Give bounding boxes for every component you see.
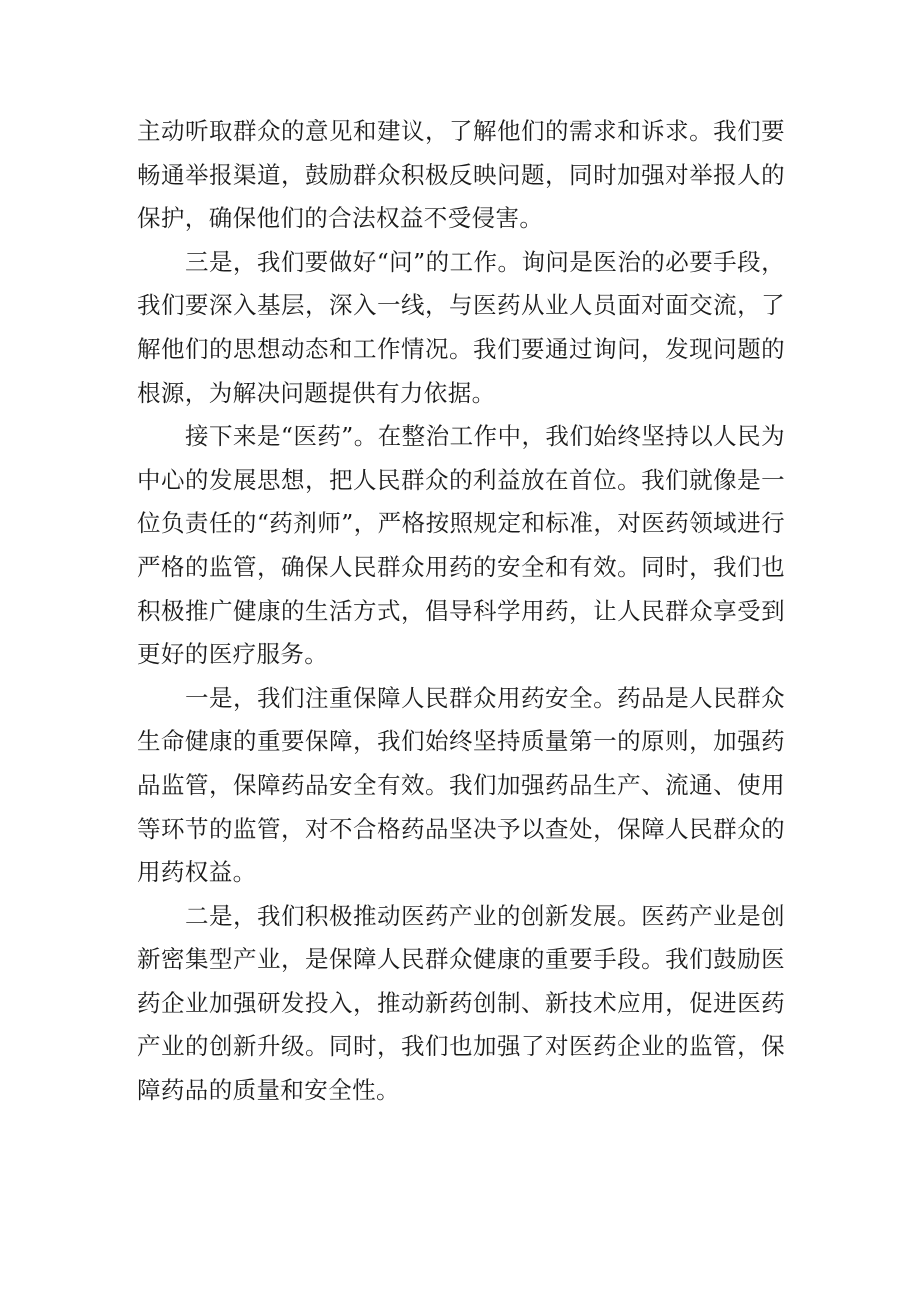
paragraph-point-one: 一是，我们注重保障人民群众用药安全。药品是人民群众生命健康的重要保障，我们始终坚持质量第一的原则，加强药品监管，保障药品安全有效。我们加强药品生产、流通、使用等环节的监管，对不合格药品坚决予以查处，保障人民群众的用药权益。 — [137, 683, 785, 887]
paragraph-medicine: 接下来是“医药”。在整治工作中，我们始终坚持以人民为中心的发展思想，把人民群众的利益放在首位。我们就像是一位负责任的“药剂师”，严格按照规定和标准，对医药领域进行严格的监管，确保人民群众用药的安全和有效。同时，我们也积极推广健康的生活方式，倡导科学用药，让人民群众享受到更好的医疗服务。 — [137, 422, 785, 669]
paragraph-point-two: 二是，我们积极推动医药产业的创新发展。医药产业是创新密集型产业，是保障人民群众健康的重要手段。我们鼓励医药企业加强研发投入，推动新药创制、新技术应用，促进医药产业的创新升级。同时，我们也加强了对医药企业的监管，保障药品的质量和安全性。 — [137, 901, 785, 1105]
paragraph-continuation: 主动听取群众的意见和建议，了解他们的需求和诉求。我们要畅通举报渠道，鼓励群众积极反映问题，同时加强对举报人的保护，确保他们的合法权益不受侵害。 — [137, 117, 785, 233]
body-text — [137, 110, 785, 1113]
paragraph-point-three: 三是，我们要做好“问”的工作。询问是医治的必要手段，我们要深入基层，深入一线，与医药从业人员面对面交流，了解他们的思想动态和工作情况。我们要通过询问，发现问题的根源，为解决问题提供有力依据。 — [137, 247, 785, 407]
